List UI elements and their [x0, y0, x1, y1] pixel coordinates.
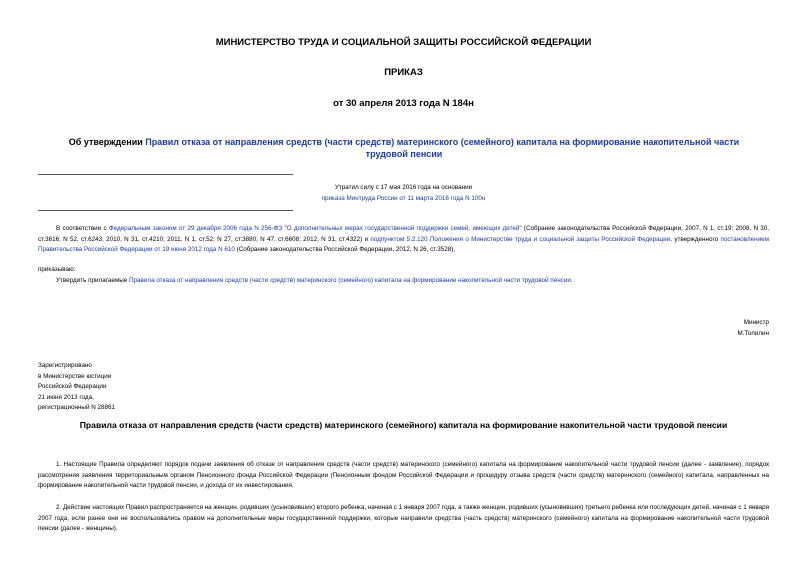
- support-measures-link[interactable]: О дополнительных мерах государственной поддержки семей, имеющих детей: [286, 225, 520, 232]
- rules-title: Правила отказа от направления средств (части средств) материнского (семейного) капитала на формирование накопительной части трудовой пенсии: [79, 420, 728, 430]
- approve-text: Утвердить прилагаемые: [56, 277, 129, 284]
- approve-suffix: .: [570, 277, 573, 284]
- document-type: ПРИКАЗ: [384, 67, 423, 78]
- order-word: приказываю:: [38, 266, 76, 273]
- approve-paragraph: [56, 276, 769, 287]
- regulation-subparagraph-link[interactable]: подпунктом 5.2.120 Положения о Министерстве труда и социальной защиты Российской Федерации: [370, 235, 671, 243]
- government-resolution-link[interactable]: постановлением Правительства Российской Федерации от 19 июня 2012 года N 610: [38, 235, 769, 254]
- signature-name: М.Топилин: [737, 330, 769, 337]
- ministry-heading: МИНИСТЕРСТВО ТРУДА И СОЦИАЛЬНОЙ ЗАЩИТЫ РОССИЙСКОЙ ФЕДЕРАЦИИ: [215, 37, 592, 48]
- status-line: Утратил силу с 17 мая 2016 года на основании: [334, 184, 473, 191]
- registration-line: Зарегистрировано: [38, 362, 92, 369]
- document-date-number: от 30 апреля 2013 года N 184н: [333, 98, 474, 109]
- preamble-text-2: ": [282, 225, 287, 232]
- registration-line: регистрационный N 28861: [38, 404, 116, 412]
- document-title: [48, 136, 760, 160]
- divider-bottom: [38, 210, 293, 211]
- preamble-text-1: В соответствии с: [56, 225, 109, 232]
- registration-line: Российской Федерации: [38, 383, 107, 391]
- preamble-text-3: " (Собрание законодательства Российской Федерации, 2007, N 1, ст.19; 2008, N 30, ст.3616; N 52, ст.6243; 2010, N 31, ст.4210; 2011, N 1, ст.52; N 27, ст.3880; N 47, ст.6608; 2012, N 31, ст.4322) и: [38, 225, 770, 243]
- rules-link[interactable]: Правила отказа от направления средств (части средств) материнского (семейного) капитала на формирование накопительной части трудовой пенсии: [129, 277, 571, 284]
- registration-block: [38, 361, 115, 414]
- preamble-text-4: , утвержденного: [670, 235, 721, 243]
- divider-top: [38, 174, 293, 175]
- rules-item-2: 2. Действие настоящих Правил распространяется на женщин, родивших (усыновивших) второго ребенка, начиная с 1 января 2007 года, а также женщин, родивших (усыновивших) третьего ребенка или последующих детей, начиная с 1 января 2007 года, если ранее они не воспользовались правом на дополнительные меры государственной поддержки, которые направили средства (часть средств) материнского (семейного) капитала на формирование накопительной части трудовой пенсии (далее - женщины).: [38, 504, 769, 533]
- preamble-text-5: (Собрание законодательства Российской Федерации, 2012, N 26, ст.3528),: [234, 246, 456, 254]
- rules-item-1: 1. Настоящие Правила определяют порядок подачи заявления об отказе от направления средств (части средств) материнского (семейного) капитала на формирование накопительной части трудовой пенсии (далее - заявление), порядок рассмотрения заявления территориальным органом Пенсионного фонда Российской Федерации (Пенсионным фондом Российской Федерации и процедуру отзыва средств (части средств) материнского (семейного) капитала, направленных на формирование накопительной части трудовой пенсии, и дохода от их инвестирования.: [38, 461, 769, 490]
- document-title-link[interactable]: Правил отказа от направления средств (части средств) материнского (семейного) капитала на формирование накопительной части трудовой пенсии: [145, 137, 740, 159]
- federal-law-link[interactable]: Федеральным законом от 29 декабря 2006 года N 256-ФЗ: [108, 225, 283, 232]
- preamble-paragraph: [38, 224, 769, 256]
- document-title-prefix: Об утверждении: [68, 137, 146, 147]
- registration-line: 21 июня 2013 года,: [38, 393, 94, 401]
- registration-line: в Министерстве юстиции: [38, 372, 112, 380]
- repeal-order-link[interactable]: приказа Минтруда России от 11 марта 2016 года N 100н: [321, 195, 486, 202]
- signature-position: Министр: [743, 319, 769, 326]
- status-link-line: [0, 194, 807, 205]
